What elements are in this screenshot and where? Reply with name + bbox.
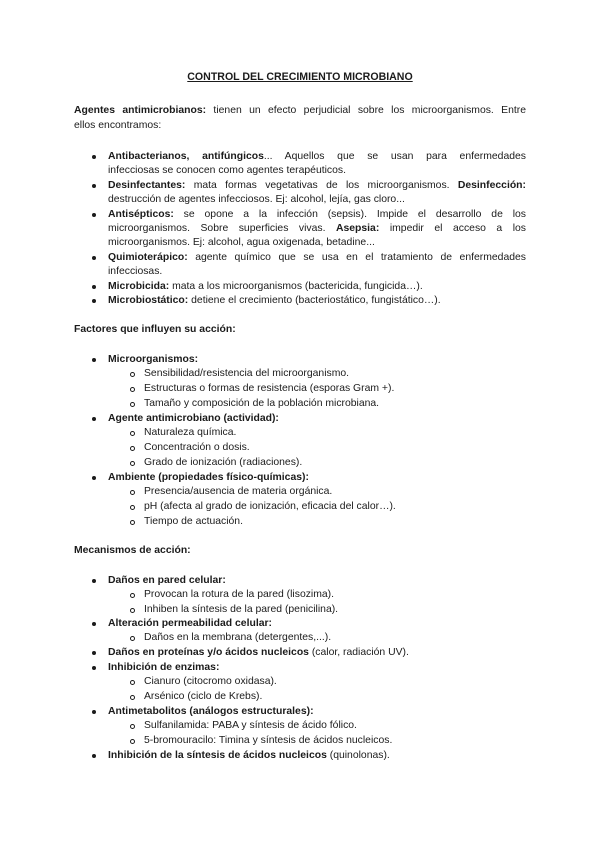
bullet-icon bbox=[92, 299, 96, 303]
bullet-icon bbox=[92, 213, 96, 217]
mechanism-item: Arsénico (ciclo de Krebs). bbox=[144, 691, 263, 702]
bullet-icon bbox=[92, 285, 96, 289]
agent-microbicida bbox=[108, 280, 423, 293]
factor-item: Estructuras o formas de resistencia (esporas Gram +). bbox=[144, 383, 395, 394]
agent-antisepticos-line-1 bbox=[108, 208, 526, 221]
intro-text: tienen un efecto perjudicial sobre los microorganismos. Entre bbox=[206, 105, 526, 116]
intro-line-1 bbox=[74, 104, 526, 117]
bullet-icon bbox=[92, 651, 96, 655]
mechanism-label: Inhibición de enzimas: bbox=[108, 662, 220, 673]
sub-bullet-icon bbox=[130, 608, 135, 613]
sub-bullet-icon bbox=[130, 680, 135, 685]
factor-item: Presencia/ausencia de materia orgánica. bbox=[144, 486, 333, 497]
agent-text: agente químico que se usa en el tratamiento de enfermedades bbox=[187, 252, 526, 263]
factor-item: Concentración o dosis. bbox=[144, 442, 250, 453]
agent-text: ... Aquellos que se usan para enfermedades bbox=[263, 151, 526, 162]
factors-heading: Factores que influyen su acción: bbox=[74, 324, 236, 335]
agent-term: Microbiostático: bbox=[108, 295, 189, 306]
agent-text: mata a los microorganismos (bactericida, fungicida…). bbox=[169, 281, 423, 292]
agent-antibacterianos-line-1 bbox=[108, 150, 526, 163]
sub-bullet-icon bbox=[130, 739, 135, 744]
sub-bullet-icon bbox=[130, 593, 135, 598]
sub-bullet-icon bbox=[130, 695, 135, 700]
mechanism-sintesis bbox=[108, 749, 390, 762]
agent-text: detiene el crecimiento (bacteriostático, fungistático…). bbox=[188, 295, 441, 306]
factor-group-label: Ambiente (propiedades físico-químicas): bbox=[108, 472, 309, 483]
mechanism-label: Daños en proteínas y/o ácidos nucleicos bbox=[108, 647, 309, 658]
agent-text: se opone a la infección (sepsis). Impide el desarrollo de los bbox=[173, 209, 526, 220]
bullet-icon bbox=[92, 184, 96, 188]
agent-quimioterapico-line-1 bbox=[108, 251, 526, 264]
sub-bullet-icon bbox=[130, 636, 135, 641]
sub-bullet-icon bbox=[130, 505, 135, 510]
factor-item: Tiempo de actuación. bbox=[144, 516, 243, 527]
agent-desinfectantes-line-2: destrucción de agentes infecciosos. Ej: alcohol, lejía, gas cloro... bbox=[108, 194, 405, 205]
agent-desinfectantes-line-1 bbox=[108, 179, 526, 192]
sub-bullet-icon bbox=[130, 387, 135, 392]
bullet-icon bbox=[92, 256, 96, 260]
factor-item: Grado de ionización (radiaciones). bbox=[144, 457, 303, 468]
mechanism-label: Antimetabolitos (análogos estructurales): bbox=[108, 706, 314, 717]
sub-bullet-icon bbox=[130, 490, 135, 495]
mechanism-text: (quinolonas). bbox=[326, 750, 390, 761]
agent-term-secondary: Desinfección: bbox=[457, 180, 526, 191]
factor-item: Naturaleza química. bbox=[144, 427, 237, 438]
agent-microbiostatico bbox=[108, 294, 441, 307]
agent-text: microorganismos. Sobre superficies vivas. bbox=[108, 223, 336, 234]
mechanisms-heading: Mecanismos de acción: bbox=[74, 545, 191, 556]
agent-antisepticos-line-2 bbox=[108, 222, 526, 235]
bullet-icon bbox=[92, 710, 96, 714]
bullet-icon bbox=[92, 666, 96, 670]
agent-term: Quimioterápico: bbox=[108, 252, 188, 263]
sub-bullet-icon bbox=[130, 461, 135, 466]
factor-item: Tamaño y composición de la población microbiana. bbox=[144, 398, 380, 409]
bullet-icon bbox=[92, 579, 96, 583]
agent-text: mata formas vegetativas de los microorganismos. bbox=[185, 180, 458, 191]
factor-item: pH (afecta al grado de ionización, eficacia del calor…). bbox=[144, 501, 396, 512]
agent-text: impedir el acceso a los bbox=[379, 223, 526, 234]
agent-term: Antibacterianos, antifúngicos bbox=[108, 151, 264, 162]
sub-bullet-icon bbox=[130, 446, 135, 451]
sub-bullet-icon bbox=[130, 372, 135, 377]
sub-bullet-icon bbox=[130, 431, 135, 436]
mechanism-item: Provocan la rotura de la pared (lisozima). bbox=[144, 589, 335, 600]
agent-term: Desinfectantes: bbox=[108, 180, 186, 191]
factor-group-label: Agente antimicrobiano (actividad): bbox=[108, 413, 279, 424]
bullet-icon bbox=[92, 417, 96, 421]
mechanism-label: Alteración permeabilidad celular: bbox=[108, 618, 272, 629]
factor-group-label: Microorganismos: bbox=[108, 354, 199, 365]
mechanism-item: Cianuro (citocromo oxidasa). bbox=[144, 676, 277, 687]
mechanism-text: (calor, radiación UV). bbox=[308, 647, 409, 658]
bullet-icon bbox=[92, 476, 96, 480]
sub-bullet-icon bbox=[130, 520, 135, 525]
agent-quimioterapico-line-2: infecciosas. bbox=[108, 266, 163, 277]
agent-term: Antisépticos: bbox=[108, 209, 174, 220]
bullet-icon bbox=[92, 622, 96, 626]
page-title: CONTROL DEL CRECIMIENTO MICROBIANO bbox=[187, 71, 413, 83]
mechanism-item: 5-bromouracilo: Timina y síntesis de ácidos nucleicos. bbox=[144, 735, 393, 746]
mechanism-label: Daños en pared celular: bbox=[108, 575, 226, 586]
bullet-icon bbox=[92, 155, 96, 159]
mechanism-label: Inhibición de la síntesis de ácidos nucleicos bbox=[108, 750, 327, 761]
intro-line-2: ellos encontramos: bbox=[74, 120, 162, 131]
sub-bullet-icon bbox=[130, 402, 135, 407]
bullet-icon bbox=[92, 358, 96, 362]
agent-antibacterianos-line-2: infecciosas se conocen como agentes terapéuticos. bbox=[108, 165, 346, 176]
bullet-icon bbox=[92, 754, 96, 758]
mechanism-item: Inhiben la síntesis de la pared (penicilina). bbox=[144, 604, 339, 615]
agent-term-secondary: Asepsia: bbox=[335, 223, 380, 234]
factor-item: Sensibilidad/resistencia del microorganismo. bbox=[144, 368, 350, 379]
mechanism-proteinas bbox=[108, 646, 409, 659]
agent-term: Microbicida: bbox=[108, 281, 170, 292]
mechanism-item: Sulfanilamida: PABA y síntesis de ácido fólico. bbox=[144, 720, 357, 731]
intro-label: Agentes antimicrobianos: bbox=[74, 105, 207, 116]
sub-bullet-icon bbox=[130, 724, 135, 729]
agent-antisepticos-line-3: microorganismos. Ej: alcohol, agua oxigenada, betadine... bbox=[108, 237, 375, 248]
mechanism-item: Daños en la membrana (detergentes,...). bbox=[144, 632, 332, 643]
